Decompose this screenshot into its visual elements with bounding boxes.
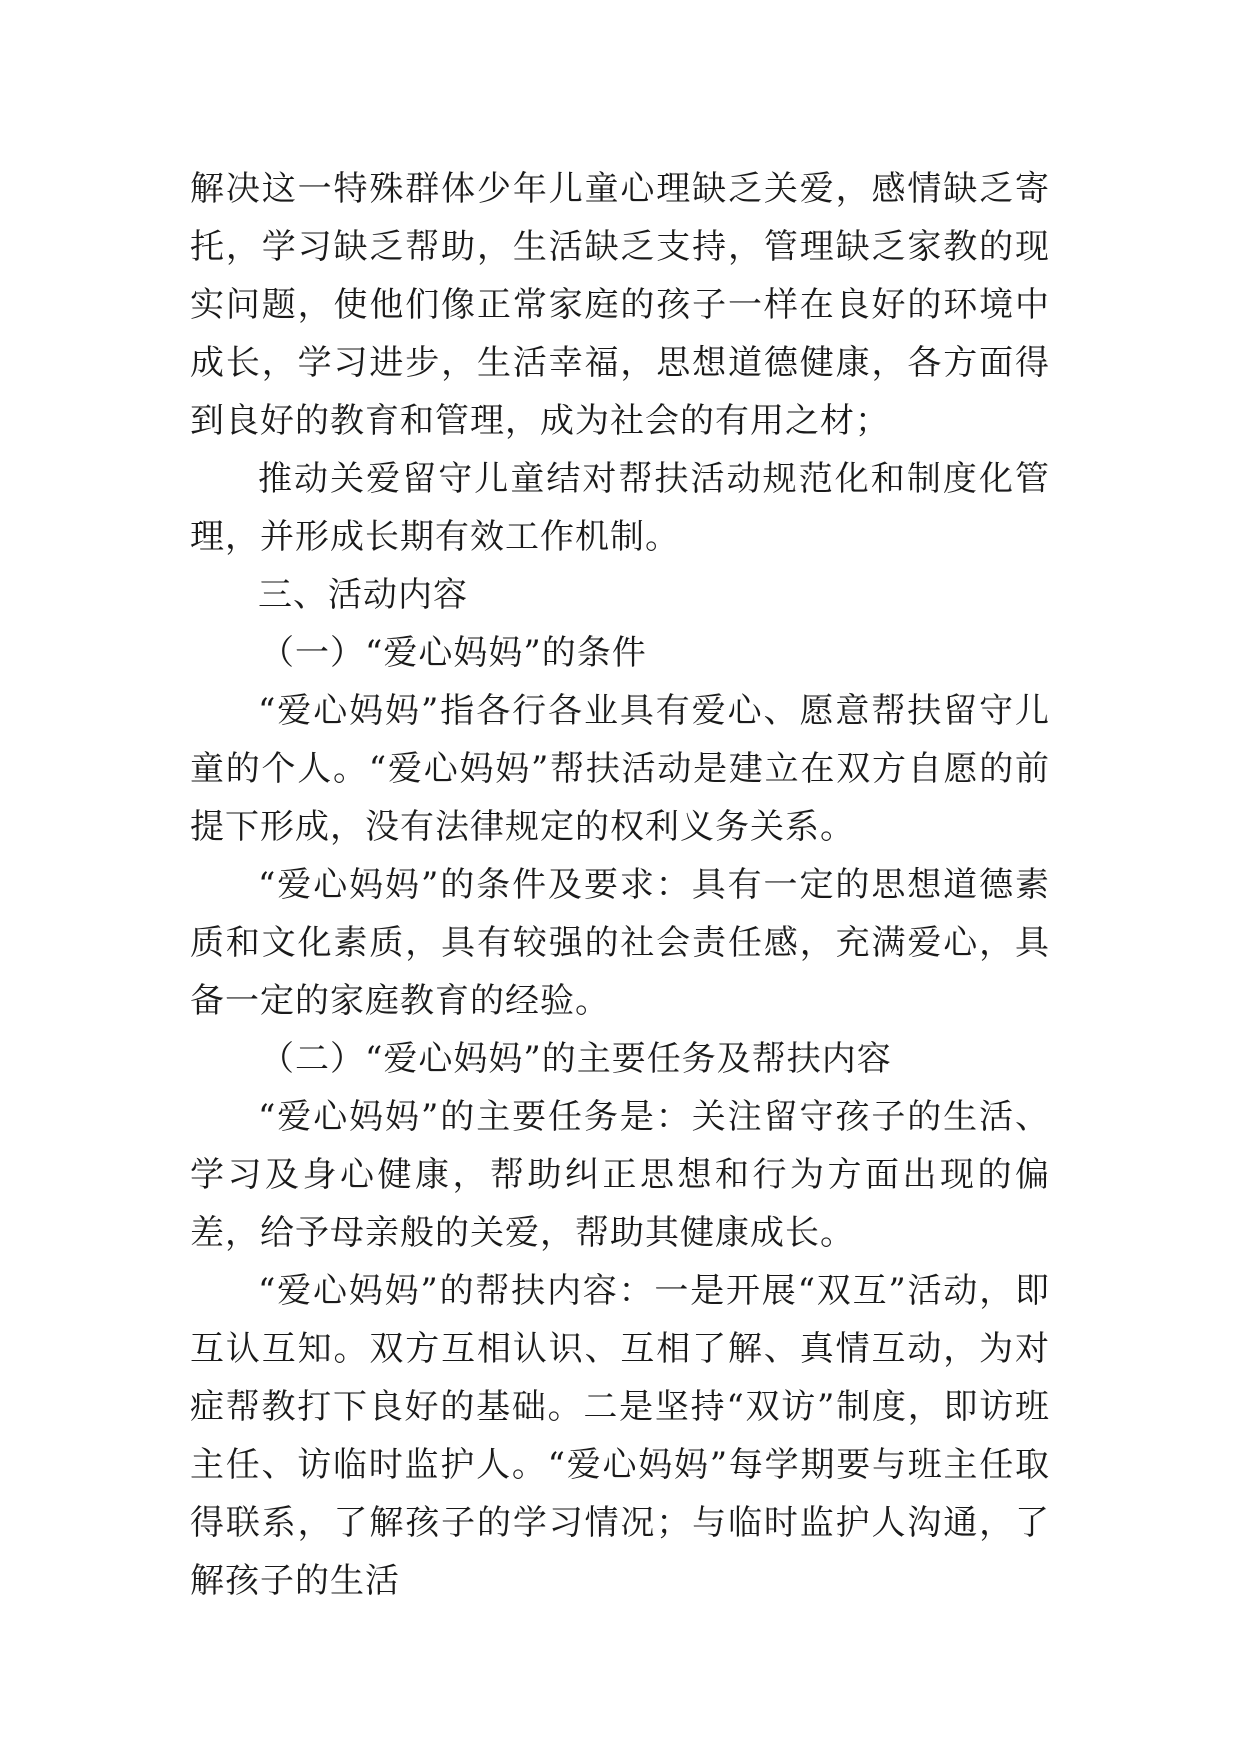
paragraph-definition: “爱心妈妈”指各行各业具有爱心、愿意帮扶留守儿童的个人。“爱心妈妈”帮扶活动是建立在双方自愿的前提下形成，没有法律规定的权利义务关系。	[190, 691, 1050, 847]
subheading-conditions: （一）“爱心妈妈”的条件	[260, 633, 647, 673]
paragraph-goal: 推动关爱留守儿童结对帮扶活动规范化和制度化管理，并形成长期有效工作机制。	[190, 459, 1050, 557]
paragraph-main-tasks: “爱心妈妈”的主要任务是：关注留守孩子的生活、学习及身心健康，帮助纠正思想和行为方面出现的偏差，给予母亲般的关爱，帮助其健康成长。	[190, 1097, 1050, 1253]
subheading-tasks: （二）“爱心妈妈”的主要任务及帮扶内容	[260, 1039, 892, 1079]
paragraph-assistance-content: “爱心妈妈”的帮扶内容：一是开展“双互”活动，即互认互知。双方互相认识、互相了解、真情互动，为对症帮教打下良好的基础。二是坚持“双访”制度，即访班主任、访临时监护人。“爱心妈妈”每学期要与班主任取得联系，了解孩子的学习情况；与临时监护人沟通，了解孩子的生活	[190, 1271, 1050, 1601]
section-heading-activity-content: 三、活动内容	[258, 575, 468, 615]
paragraph-requirements: “爱心妈妈”的条件及要求：具有一定的思想道德素质和文化素质，具有较强的社会责任感，充满爱心，具备一定的家庭教育的经验。	[190, 865, 1050, 1021]
paragraph-continuation: 解决这一特殊群体少年儿童心理缺乏关爱，感情缺乏寄托，学习缺乏帮助，生活缺乏支持，管理缺乏家教的现实问题，使他们像正常家庭的孩子一样在良好的环境中成长，学习进步，生活幸福，思想道德健康，各方面得到良好的教育和管理，成为社会的有用之材；	[190, 169, 1050, 441]
document-body	[190, 160, 1050, 1610]
